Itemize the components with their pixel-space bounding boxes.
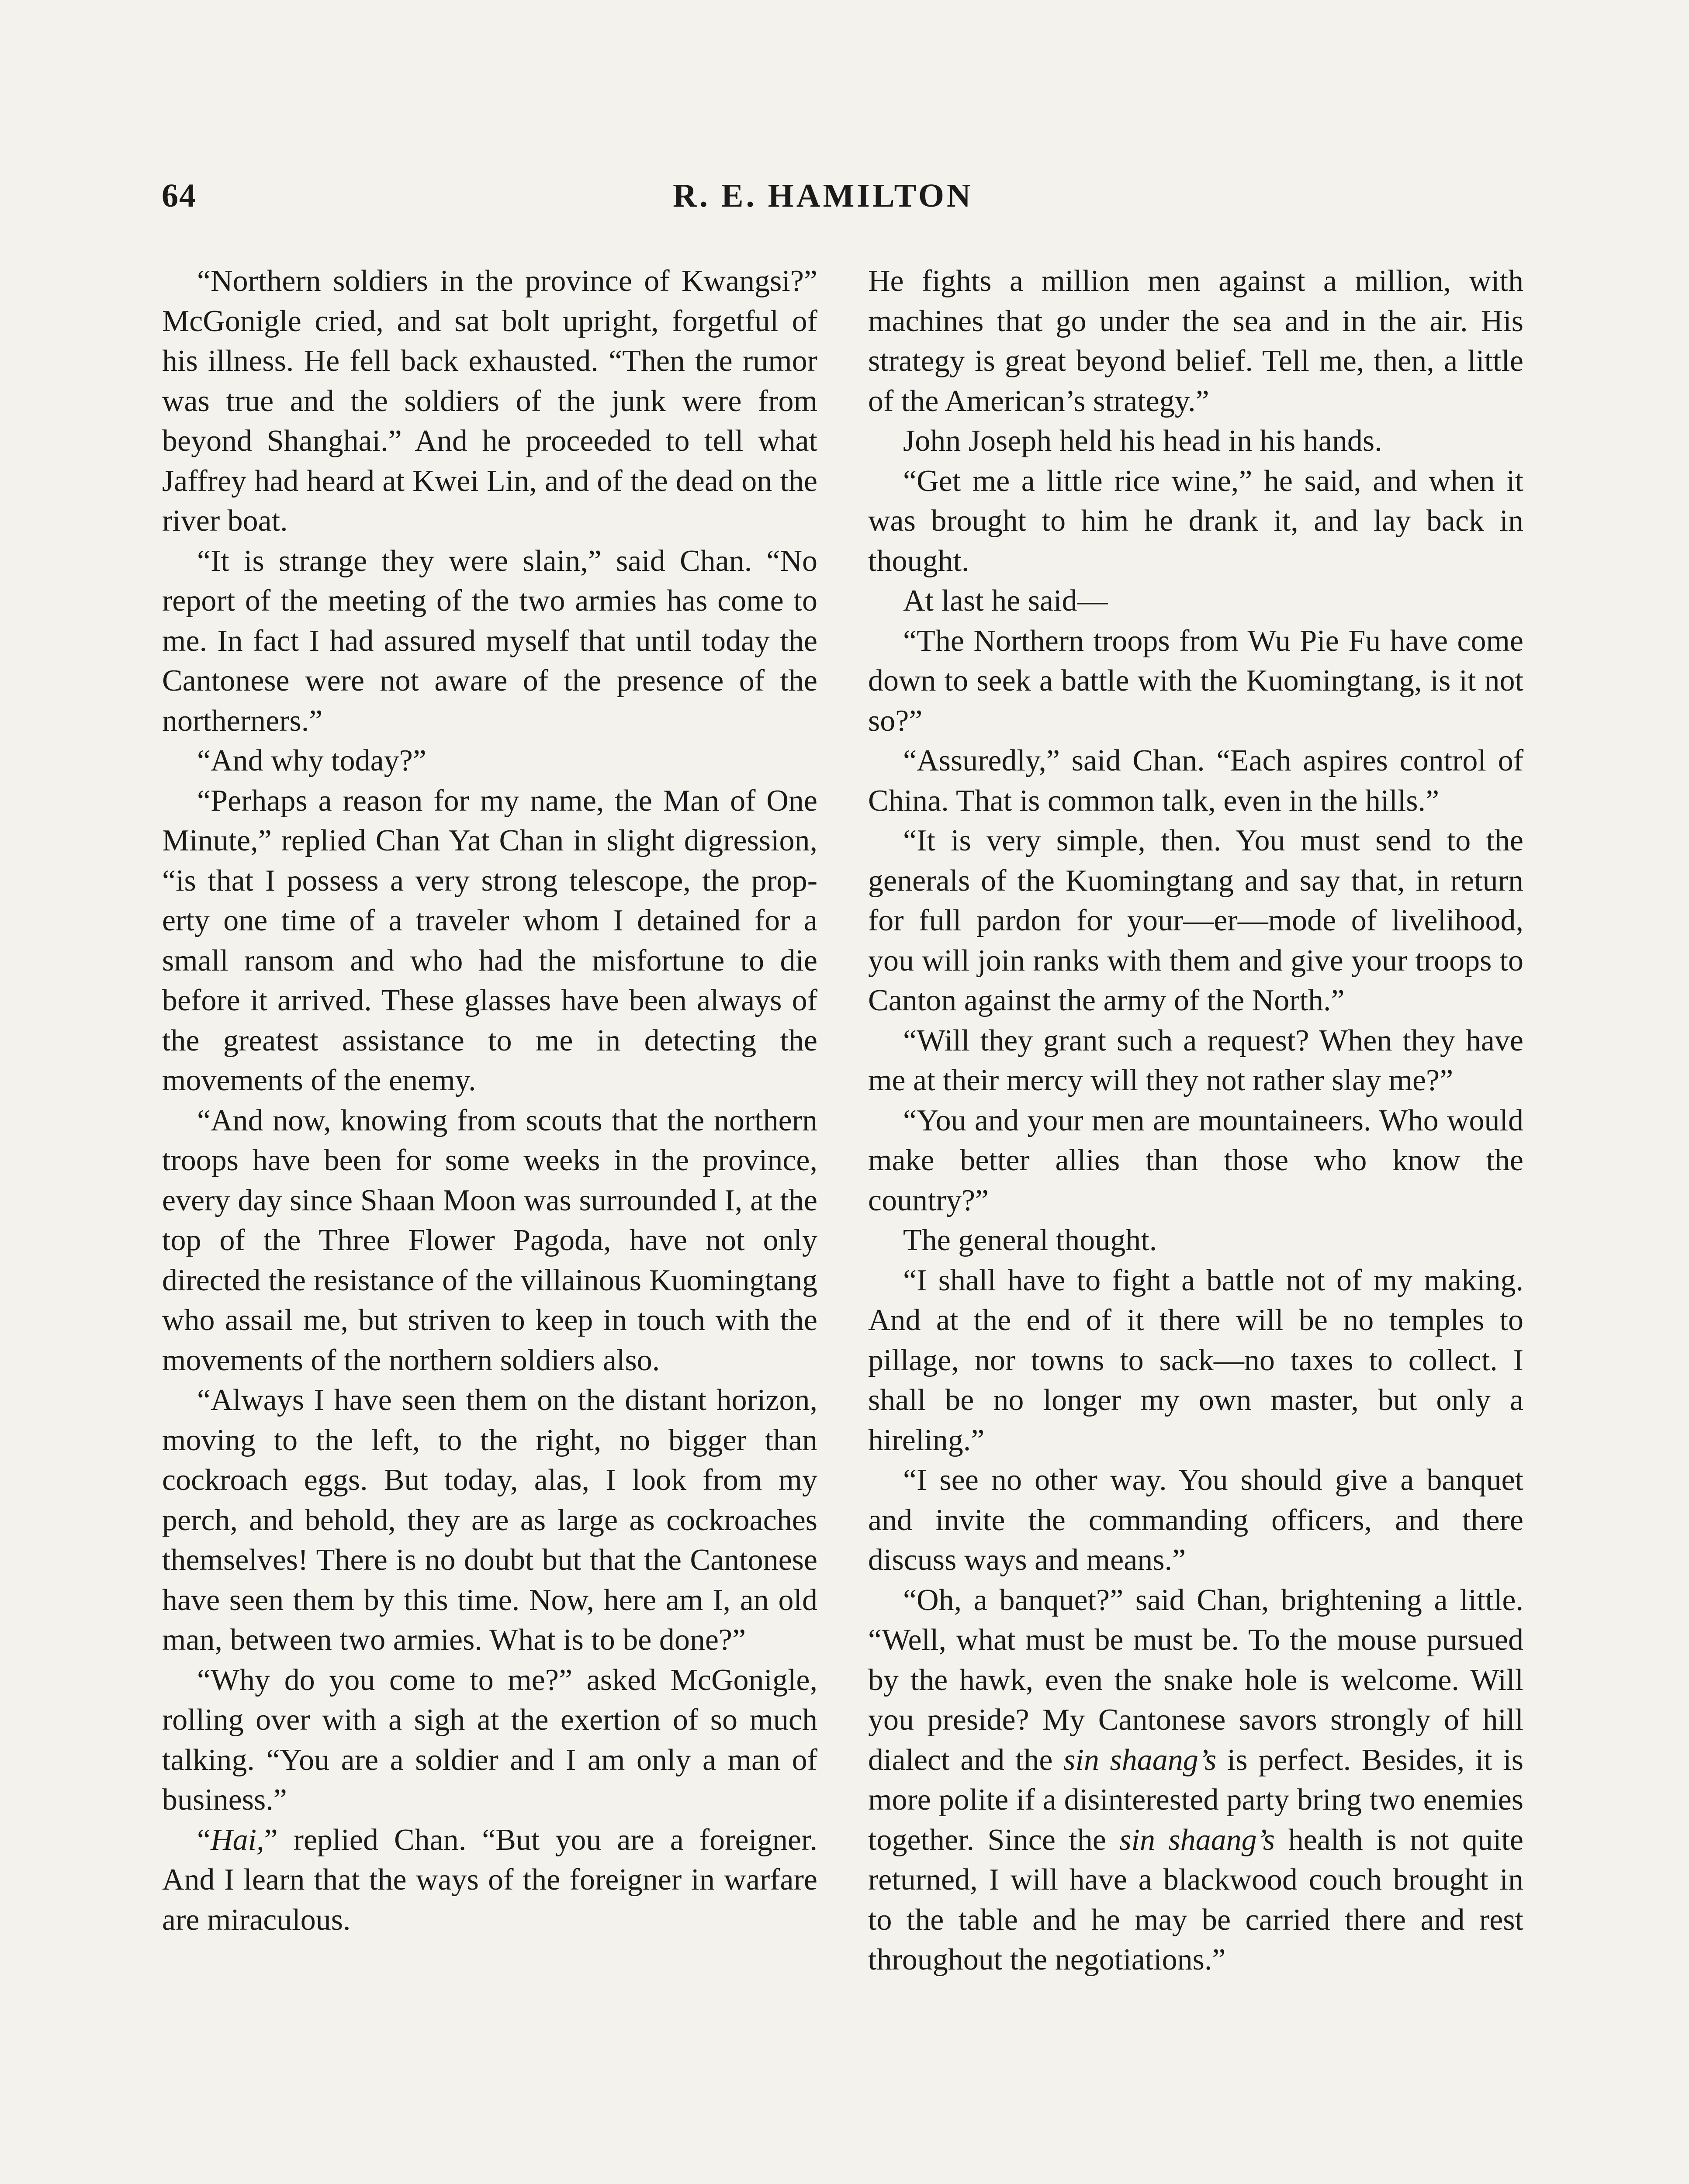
paragraph: At last he said— (903, 584, 1108, 618)
paragraph: “Assuredly,” said Chan. “Each aspires control of China. That is common talk, even in the hills.” (868, 744, 1523, 818)
paragraph: “Why do you come to me?” asked McGonigle, rolling over with a sigh at the exertion of so much talking. “You are a soldier and I am only a man of business.” (162, 1663, 817, 1817)
paragraph: “I see no other way. You should give a banquet and invite the commanding officers, and there discuss ways and means.” (868, 1463, 1523, 1577)
paragraph-continuation: He fights a million men against a million, with machines that go under the sea and in the air. His strategy is great beyond belief. Tell me, then, a little of the American’s strategy.” (868, 264, 1523, 418)
paragraph: “Always I have seen them on the distant horizon, moving to the left, to the right, no bigger than cockroach eggs. But today, alas, I look from my perch, and behold, they are as large as cockroaches themselves! There is no doubt but that the Cantonese have seen them by this time. Now, here am I, an old man, between two armies. What is to be done?” (162, 1383, 817, 1657)
right-column (868, 261, 1523, 1980)
italic-term: sin shaang’s (1119, 1823, 1275, 1857)
italic-term: sin shaang’s (1063, 1743, 1217, 1777)
paragraph: John Joseph held his head in his hands. (903, 424, 1382, 458)
paragraph: “Hai,” replied Chan. “But you are a foreigner. And I learn that the ways of the foreigner in warfare are miraculous. (162, 1823, 817, 1937)
paragraph: “I shall have to fight a battle not of my making. And at the end of it there will be no temples to pillage, nor towns to sack—no taxes to collect. I shall be no longer my own master, but only a hireling.” (868, 1263, 1523, 1457)
paragraph: “Northern soldiers in the province of Kwangsi?” McGonigle cried, and sat bolt upright, forgetful of his illness. He fell back exhausted. “Then the rumor was true and the soldiers of the junk were from beyond Shanghai.” And he proceeded to tell what Jaffrey had heard at Kwei Lin, and of the dead on the river boat. (162, 264, 817, 538)
paragraph-text: health is not quite returned, I will have a blackwood couch brought in to the table and he may be carried there and rest throughout the negotiations.” (868, 1823, 1523, 1977)
paragraph: “And why today?” (197, 744, 426, 778)
paragraph: “It is very simple, then. You must send to the generals of the Kuomingtang and say that, in return for full pardon for your—er—mode of livelihood, you will join ranks with them and give your troops to Canton against the army of the North.” (868, 824, 1523, 1017)
paragraph: “You and your men are mountaineers. Who would make better allies than those who know the country?” (868, 1103, 1523, 1217)
italic-term-hai: Hai, (211, 1823, 264, 1857)
paragraph: “Get me a little rice wine,” he said, and when it was brought to him he drank it, and lay back in thought. (868, 464, 1523, 578)
paragraph: “Perhaps a reason for my name, the Man of One Minute,” replied Chan Yat Chan in slight digression, “is that I possess a very strong telescope, the property one time of a traveler whom I detained for a small ransom and who had the misfortune to die before it arrived. These glasses have been always of the greatest assistance to me in detecting the movements of the enemy. (162, 784, 817, 1097)
paragraph: “It is strange they were slain,” said Chan. “No report of the meeting of the two armies has come to me. In fact I had assured myself that until today the Cantonese were not aware of the presence of the northerners.” (162, 544, 817, 738)
paragraph-text: ” replied Chan. “But you are a foreigner. And I learn that the ways of the foreigner in warfare are miraculous. (162, 1823, 817, 1937)
paragraph-text: “Oh, a banquet?” said Chan, brightening a little. “Well, what must be must be. To the mouse pursued by the hawk, even the snake hole is welcome. Will you preside? My Cantonese savors strongly of hill dialect and the (868, 1583, 1523, 1777)
paragraph (868, 1580, 1523, 1980)
paragraph: The general thought. (903, 1223, 1157, 1257)
paragraph: “And now, knowing from scouts that the northern troops have been for some weeks in the province, every day since Shaan Moon was surrounded I, at the top of the Three Flower Pagoda, have not only directed the resistance of the villainous Kuomingtang who assail me, but striven to keep in touch with the movements of the northern soldiers also. (162, 1103, 817, 1377)
running-head: R. E. HAMILTON (673, 177, 973, 214)
paragraph: “The Northern troops from Wu Pie Fu have come down to seek a battle with the Kuomingtang, is it not so?” (868, 624, 1523, 738)
left-column (162, 261, 817, 1940)
paragraph: “Will they grant such a request? When they have me at their mercy will they not rather slay me?” (868, 1023, 1523, 1097)
paragraph-text: is perfect. Besides, it is more polite if a disinterested party bring two enemies together. Since the (868, 1743, 1524, 1857)
page-number: 64 (162, 177, 197, 214)
